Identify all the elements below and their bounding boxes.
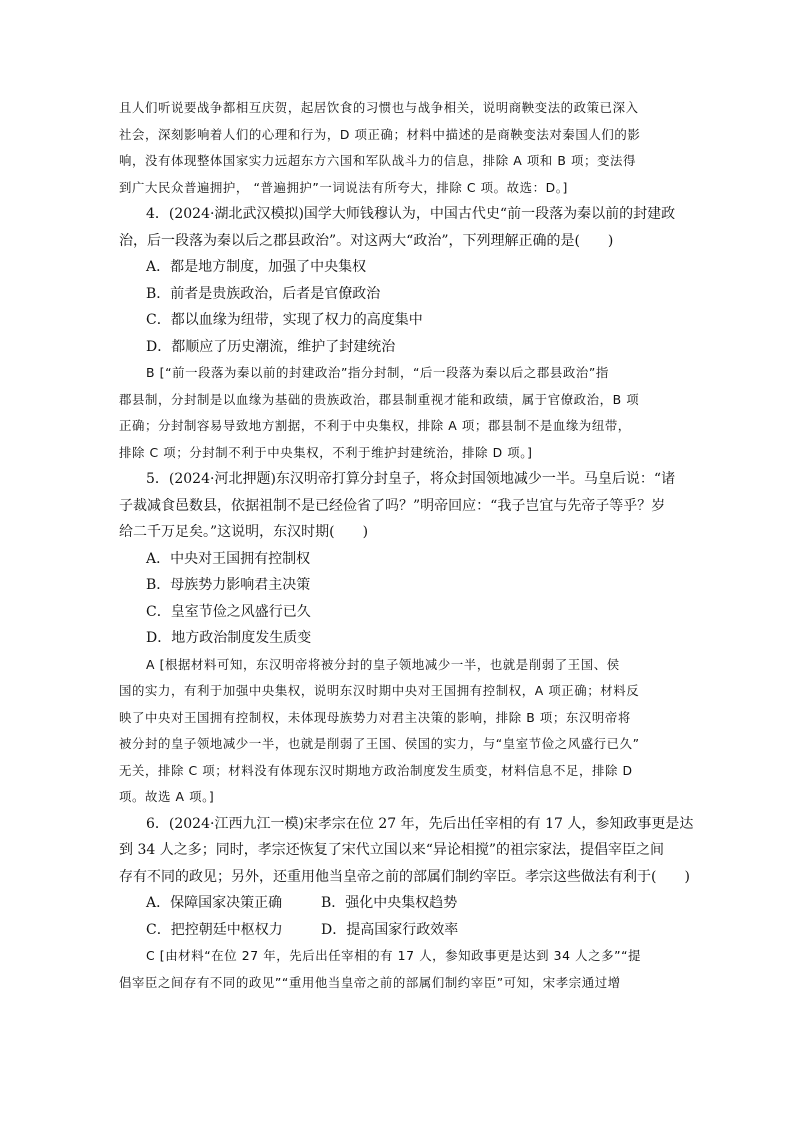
option-d: D．地方政治制度发生质变	[146, 630, 312, 646]
question-stem: 存有不同的政见；另外，还重用他当皇帝之前的部属们制约宰臣。孝宗这些做法有利于( )	[119, 868, 690, 885]
option-d: D．都顺应了历史潮流，维护了封建统治	[146, 338, 396, 355]
question-stem: 给二千万足矣。”这说明，东汉时期( )	[119, 524, 369, 540]
question-stem: 6．(2024·江西九江一模)宋孝宗在位 27 年，先后出任宰相的有 17 人，参知政事更是达	[146, 815, 694, 832]
option-d: D．提高国家行政效率	[321, 921, 459, 938]
question-stem: 4．(2024·湖北武汉模拟)国学大师钱穆认为，中国古代史“前一段落为秦以前的封建政	[146, 206, 676, 222]
answer-explanation: 映了中央对王国拥有控制权，未体现母族势力对君主决策的影响，排除 B 项；东汉明帝将	[119, 709, 631, 725]
option-row	[119, 890, 679, 917]
question-stem: 到 34 人之多；同时，孝宗还恢复了宋代立国以来“异论相搅”的祖宗家法，提倡宰臣之间	[119, 842, 665, 858]
text-line: 社会，深刻影响着人们的心理和行为，D 项正确；材料中描述的是商鞅变法对秦国人们的影	[119, 126, 641, 142]
answer-explanation: 郡县制，分封制是以血缘为基础的贵族政治，郡县制重视才能和政绩，属于官僚政治，B 项	[119, 391, 640, 407]
text-line: 到广大民众普遍拥护， “普遍拥护”一词说法有所夸大，排除 C 项。故选：D。]	[119, 179, 568, 195]
page-content	[119, 95, 694, 996]
text-line: 响，没有体现整体国家实力远超东方六国和军队战斗力的信息，排除 A 项和 B 项；变法得	[119, 153, 636, 168]
answer-explanation: 项。故选 A 项。]	[119, 789, 215, 804]
option-c: C．皇室节俭之风盛行已久	[146, 603, 311, 620]
answer-explanation: 被分封的皇子领地减少一半，也就是削弱了王国、侯国的实力，与“皇室节俭之风盛行已久”	[119, 736, 640, 751]
question-stem: 子裁减食邑数县，依据祖制不是已经俭省了吗？”明帝回应：“我子岂宜与先帝子等乎？岁	[119, 497, 666, 514]
option-b: B．强化中央集权趋势	[321, 895, 458, 911]
question-6	[119, 811, 694, 997]
option-c: C．把控朝廷中枢权力	[146, 921, 283, 938]
option-b: B．母族势力影响君主决策	[146, 577, 311, 593]
answer-explanation: 排除 C 项；分封制不利于中央集权，不利于维护封建统治，排除 D 项。]	[119, 444, 533, 460]
option-row	[119, 917, 679, 944]
answer-explanation: A [根据材料可知，东汉明帝将被分封的皇子领地减少一半，也就是削弱了王国、侯	[146, 656, 620, 672]
text-line: 且人们听说要战争都相互庆贺，起居饮食的习惯也与战争相关，说明商鞅变法的政策已深入	[119, 100, 639, 115]
option-a: A．都是地方制度，加强了中央集权	[146, 259, 367, 275]
answer-explanation: 无关，排除 C 项；材料没有体现东汉时期地方政治制度发生质变，材料信息不足，排除 D	[119, 762, 633, 778]
answer-explanation: 国的实力，有利于加强中央集权，说明东汉时期中央对王国拥有控制权，A 项正确；材料反	[119, 683, 640, 698]
option-b: B．前者是贵族政治，后者是官僚政治	[146, 285, 381, 302]
question-4	[119, 201, 679, 466]
prev-explanation	[119, 95, 679, 201]
answer-explanation: 正确；分封制容易导致地方割据，不利于中央集权，排除 A 项；郡县制不是血缘为纽带，	[119, 418, 631, 433]
answer-explanation: B [“前一段落为秦以前的封建政治”指分封制，“后一段落为秦以后之郡县政治”指	[146, 365, 609, 380]
option-c: C．都以血缘为纽带，实现了权力的高度集中	[146, 312, 423, 328]
option-a: A．中央对王国拥有控制权	[146, 550, 311, 567]
question-5	[119, 466, 679, 811]
question-stem: 治，后一段落为秦以后之郡县政治”。对这两大“政治”，下列理解正确的是( )	[119, 232, 614, 249]
answer-explanation: 倡宰臣之间存有不同的政见”“重用他当皇帝之前的部属们制约宰臣”可知，宋孝宗通过增	[119, 974, 621, 990]
option-a: A．保障国家决策正确	[146, 895, 283, 911]
question-stem: 5．(2024·河北押题)东汉明帝打算分封皇子，将众封国领地减少一半。马皇后说：“诸	[146, 471, 676, 487]
answer-explanation: C [由材料“在位 27 年，先后出任宰相的有 17 人，参知政事更是达到 34 人之多”“提	[146, 948, 642, 963]
